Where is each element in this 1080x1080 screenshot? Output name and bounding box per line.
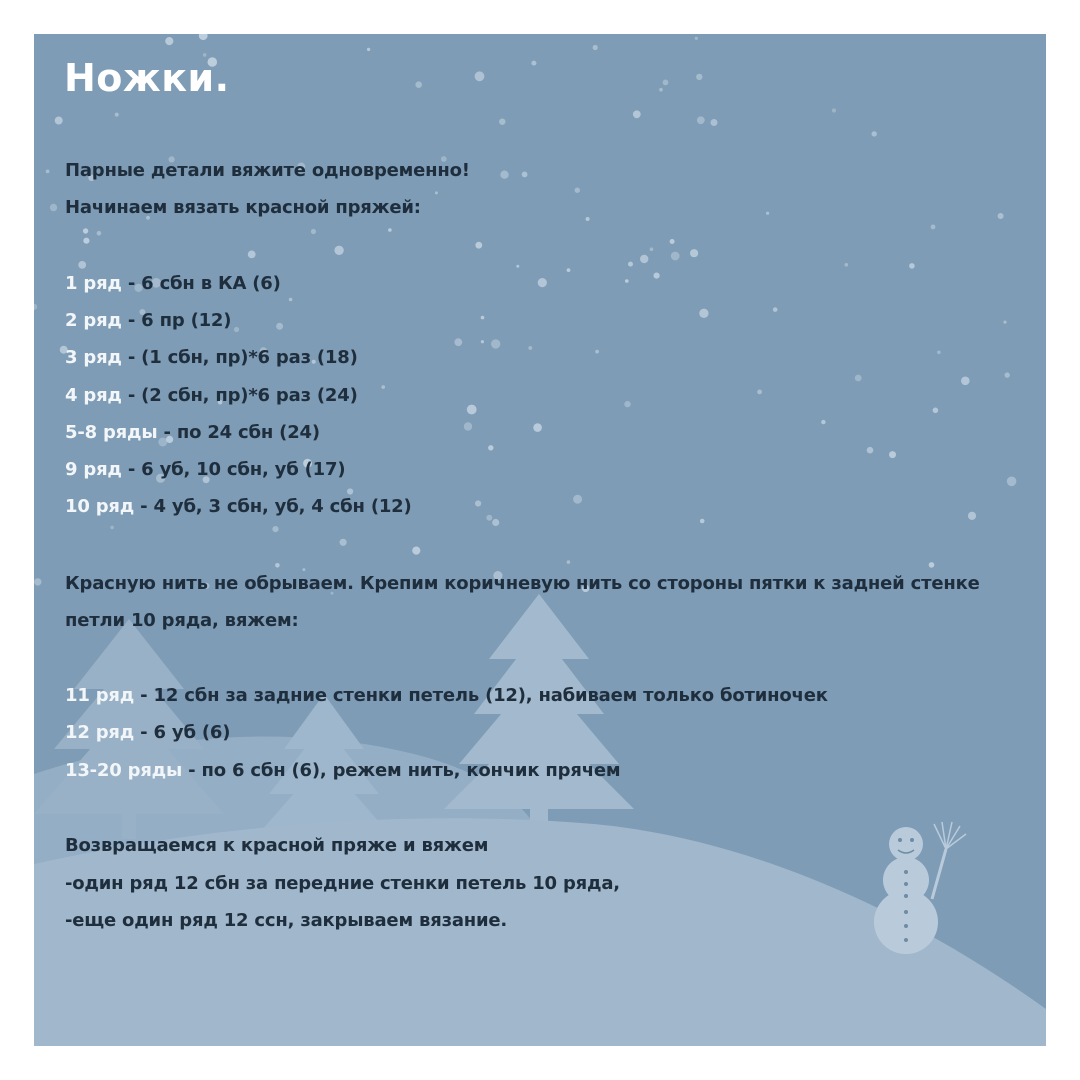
row-line bbox=[65, 421, 320, 445]
row-line bbox=[65, 272, 281, 296]
row-label: 2 ряд bbox=[65, 310, 122, 331]
row-text: - по 24 сбн (24) bbox=[157, 422, 320, 443]
brown-intro-line: Красную нить не обрываем. Крепим коричневую нить со стороны пятки к задней стенке bbox=[65, 573, 980, 594]
row-line bbox=[65, 458, 345, 482]
row-label: 10 ряд bbox=[65, 496, 135, 517]
brown-intro-line: петли 10 ряда, вяжем: bbox=[65, 610, 299, 631]
row-line bbox=[65, 684, 828, 708]
instructions-text bbox=[34, 34, 1046, 1046]
row-label: 5-8 ряды bbox=[65, 422, 158, 443]
row-label: 1 ряд bbox=[65, 273, 122, 294]
intro-line: Начинаем вязать красной пряжей: bbox=[65, 197, 421, 218]
instruction-card bbox=[34, 34, 1046, 1046]
row-label: 11 ряд bbox=[65, 685, 135, 706]
row-line bbox=[65, 384, 358, 408]
row-line bbox=[65, 309, 231, 333]
row-text: - 6 уб, 10 сбн, уб (17) bbox=[121, 459, 346, 480]
outro-line: Возвращаемся к красной пряже и вяжем bbox=[65, 835, 489, 856]
row-text: - 4 уб, 3 сбн, уб, 4 сбн (12) bbox=[134, 496, 412, 517]
page-title: Ножки. bbox=[64, 56, 230, 100]
row-line bbox=[65, 759, 620, 783]
row-text: - (1 сбн, пр)*6 раз (18) bbox=[121, 347, 358, 368]
outro-line: -один ряд 12 сбн за передние стенки петель 10 ряда, bbox=[65, 873, 620, 894]
row-text: - 6 сбн в КА (6) bbox=[121, 273, 281, 294]
row-text: - 6 уб (6) bbox=[134, 722, 231, 743]
row-line bbox=[65, 346, 358, 370]
row-text: - по 6 сбн (6), режем нить, кончик прячем bbox=[182, 760, 621, 781]
row-label: 12 ряд bbox=[65, 722, 135, 743]
intro-line: Парные детали вяжите одновременно! bbox=[65, 160, 470, 181]
row-line bbox=[65, 495, 412, 519]
row-line bbox=[65, 721, 230, 745]
row-text: - 6 пр (12) bbox=[121, 310, 232, 331]
row-text: - (2 сбн, пр)*6 раз (24) bbox=[121, 385, 358, 406]
row-label: 3 ряд bbox=[65, 347, 122, 368]
row-text: - 12 сбн за задние стенки петель (12), набиваем только ботиночек bbox=[134, 685, 828, 706]
row-label: 4 ряд bbox=[65, 385, 122, 406]
outro-line: -еще один ряд 12 ссн, закрываем вязание. bbox=[65, 910, 508, 931]
row-label: 13-20 ряды bbox=[65, 760, 183, 781]
row-label: 9 ряд bbox=[65, 459, 122, 480]
